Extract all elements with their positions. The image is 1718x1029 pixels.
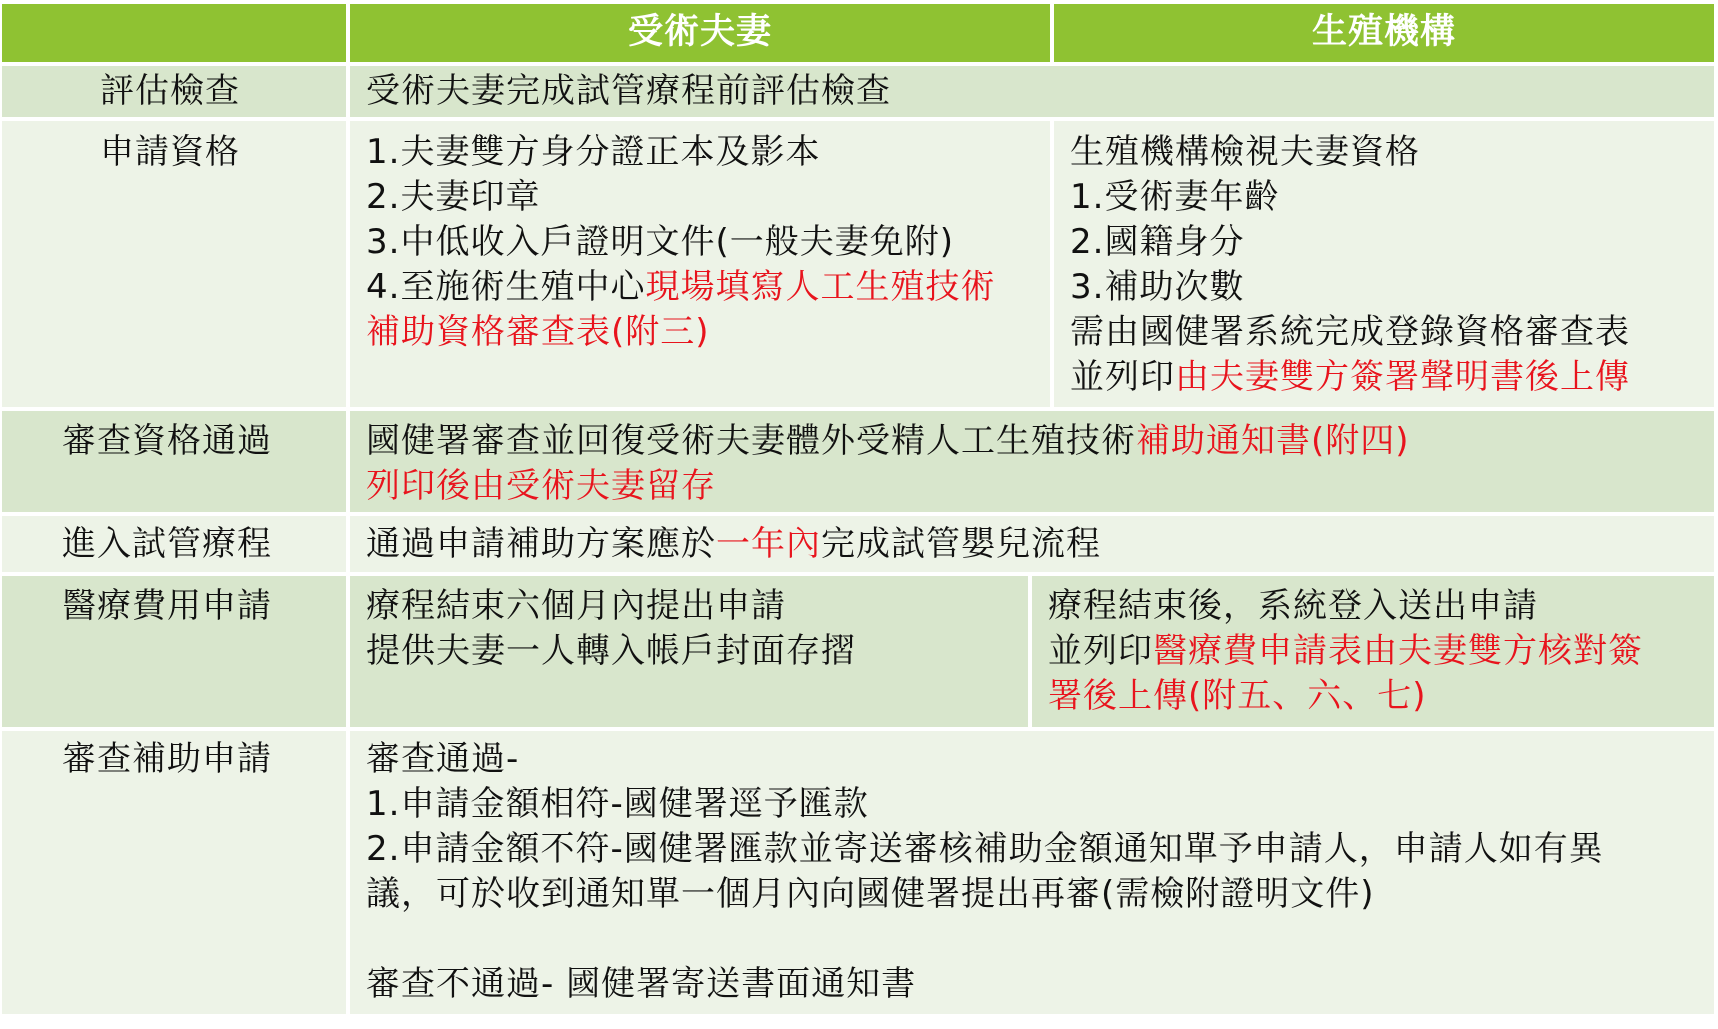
row-label-treatment: 進入試管療程 [2,516,346,572]
medical-inst-line-2 [1048,629,1714,674]
eligibility-institution-cell [1054,121,1714,407]
approved-line-1-plain: 國健署審查並回復受術夫妻體外受精人工生殖技術 [366,421,1136,461]
eligibility-couple-item-4-plain: 4.至施術生殖中心 [366,267,646,307]
eligibility-inst-line-1: 生殖機構檢視夫妻資格 [1070,132,1420,172]
medical-inst-line-1: 療程結束後，系統登入送出申請 [1048,586,1538,626]
eligibility-inst-line-6-plain: 並列印 [1070,357,1175,397]
eligibility-inst-line-2: 1.受術妻年齡 [1070,177,1280,217]
treatment-cell [350,516,1714,572]
medical-couple-line-2: 提供夫妻一人轉入帳戶封面存摺 [366,631,856,671]
medical-institution-cell [1032,576,1714,727]
row-label-medical: 醫療費用申請 [2,576,346,727]
review-line-4: 議，可於收到通知單一個月內向國健署提出再審(需檢附證明文件) [366,874,1375,914]
eligibility-couple-item-3: 3.中低收入戶證明文件(一般夫妻免附) [366,222,954,262]
review-line-3: 2.申請金額不符-國健署匯款並寄送審核補助金額通知單予申請人，申請人如有異 [366,829,1604,869]
header-institution: 生殖機構 [1054,4,1714,62]
eligibility-couple-item-4-highlight: 現場填寫人工生殖技術 [645,267,996,307]
review-line-5: 審查不通過- 國健署寄送書面通知書 [366,964,917,1004]
medical-inst-line-2-plain: 並列印 [1048,631,1153,671]
row-label-assessment: 評估檢查 [2,66,346,117]
approved-line-1 [366,419,1714,464]
header-left-cell [2,4,346,62]
eligibility-couple-cell [350,121,1050,407]
treatment-line [366,522,1714,567]
row-label-review: 審查補助申請 [2,731,346,1014]
eligibility-inst-line-6-highlight: 由夫妻雙方簽署聲明書後上傳 [1175,357,1630,397]
eligibility-inst-line-5: 需由國健署系統完成登錄資格審查表 [1070,312,1630,352]
treatment-text-a: 通過申請補助方案應於 [366,524,716,564]
eligibility-inst-line-4: 3.補助次數 [1070,267,1245,307]
review-line-2: 1.申請金額相符-國健署逕予匯款 [366,784,869,824]
treatment-highlight: 一年內 [716,524,821,564]
medical-inst-line-2-highlight: 醫療費申請表由夫妻雙方核對簽 [1153,631,1643,671]
approved-cell [350,411,1714,512]
eligibility-couple-item-4 [366,265,1050,310]
review-spacer [366,917,1714,962]
review-line-1: 審查通過- [366,739,520,779]
medical-couple-cell [350,576,1028,727]
header-couple: 受術夫妻 [350,4,1050,62]
eligibility-couple-item-2: 2.夫妻印章 [366,177,541,217]
review-cell [350,731,1714,1014]
eligibility-couple-item-5-highlight: 補助資格審查表(附三) [366,312,710,352]
approved-line-2-highlight: 列印後由受術夫妻留存 [366,466,716,506]
assessment-text: 受術夫妻完成試管療程前評估檢查 [350,66,1714,117]
eligibility-couple-item-1: 1.夫妻雙方身分證正本及影本 [366,132,821,172]
row-label-approved: 審查資格通過 [2,411,346,512]
medical-couple-line-1: 療程結束六個月內提出申請 [366,586,786,626]
approved-line-1-highlight: 補助通知書(附四) [1136,421,1410,461]
medical-inst-line-3-highlight: 署後上傳(附五、六、七) [1048,676,1427,716]
row-label-eligibility: 申請資格 [2,121,346,407]
eligibility-inst-line-3: 2.國籍身分 [1070,222,1245,262]
treatment-text-b: 完成試管嬰兒流程 [821,524,1101,564]
eligibility-inst-line-6 [1070,355,1714,400]
subsidy-process-table [2,4,1714,1014]
